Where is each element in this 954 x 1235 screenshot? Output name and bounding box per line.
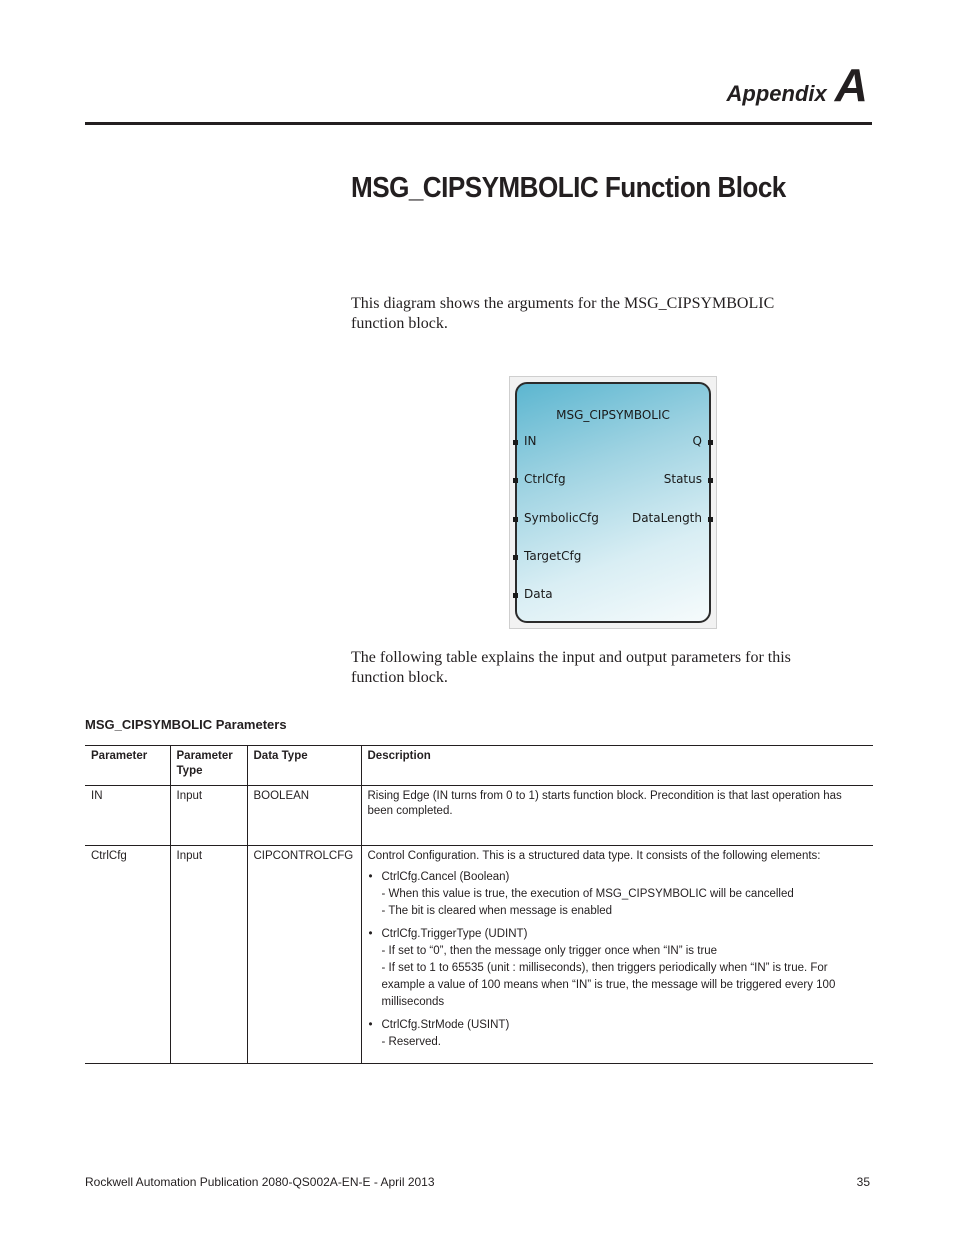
cell-data-type: CIPCONTROLCFG: [247, 846, 361, 1064]
list-item-head: • CtrlCfg.Cancel (Boolean): [381, 871, 510, 883]
table-row: [85, 786, 873, 846]
table-caption: MSG_CIPSYMBOLIC Parameters: [85, 717, 287, 732]
output-pin-status: Status: [663, 472, 702, 486]
intro-paragraph: This diagram shows the arguments for the MSG_CIPSYMBOLIC function block.: [351, 295, 775, 332]
function-block-diagram: [509, 376, 717, 629]
list-item-line: - If set to “0”, then the message only trigger once when “IN” is true: [381, 945, 718, 957]
pin-connector: [708, 517, 713, 522]
parameters-table: [85, 745, 873, 1064]
input-pin-symboliccfg: SymbolicCfg: [524, 511, 599, 525]
pin-connector: [513, 478, 518, 483]
publication-info: Rockwell Automation Publication 2080-QS002A-EN-E - April 2013: [85, 1175, 435, 1189]
list-item: [368, 926, 868, 1011]
appendix-letter: A: [834, 59, 868, 111]
pin-connector: [513, 555, 518, 560]
table-intro-paragraph: The following table explains the input and output parameters for this function block.: [351, 649, 791, 686]
input-pin-data: Data: [524, 587, 553, 601]
pin-connector: [513, 593, 518, 598]
cell-parameter: CtrlCfg: [85, 846, 170, 1064]
cell-type: Input: [170, 846, 247, 1064]
header-data-type: Data Type: [247, 746, 361, 786]
input-pin-ctrlcfg: CtrlCfg: [524, 472, 566, 486]
cell-parameter: IN: [85, 786, 170, 846]
output-pin-q: Q: [692, 434, 702, 448]
cell-description: [361, 846, 873, 1064]
pin-connector: [513, 517, 518, 522]
function-block-name: MSG_CIPSYMBOLIC: [556, 408, 670, 422]
table-header-row: [85, 746, 873, 786]
appendix-heading: [726, 59, 868, 111]
pin-connector: [708, 478, 713, 483]
list-item: [368, 869, 868, 920]
list-item-line: - Reserved.: [381, 1036, 441, 1048]
table-row: [85, 846, 873, 1064]
cell-data-type: BOOLEAN: [247, 786, 361, 846]
header-parameter: Parameter: [85, 746, 170, 786]
page-number: 35: [856, 1175, 870, 1189]
header-parameter-type: Parameter Type: [170, 746, 247, 786]
element-list: [368, 869, 868, 1051]
page-title: MSG_CIPSYMBOLIC Function Block: [351, 172, 786, 204]
list-item-line: - When this value is true, the execution of MSG_CIPSYMBOLIC will be cancelled: [381, 888, 794, 900]
input-pin-in: IN: [524, 434, 537, 448]
list-item-head: • CtrlCfg.StrMode (USINT): [381, 1019, 510, 1031]
list-item-line: - The bit is cleared when message is enabled: [381, 905, 613, 917]
function-block-body: [515, 382, 711, 623]
list-item: [368, 1017, 868, 1051]
header-description: Description: [361, 746, 873, 786]
pin-connector: [708, 440, 713, 445]
pin-connector: [513, 440, 518, 445]
header-rule: [85, 122, 872, 125]
appendix-word: Appendix: [726, 81, 827, 106]
list-item-head: • CtrlCfg.TriggerType (UDINT): [381, 928, 528, 940]
output-pin-datalength: DataLength: [631, 511, 702, 525]
list-item-line: - If set to 1 to 65535 (unit : milliseconds), then triggers periodically when “IN” is true. For example a value of 100 means when “IN” is true, the message will be triggered every 100 milliseconds: [381, 962, 836, 1008]
description-text: Control Configuration. This is a structured data type. It consists of the following elements:: [367, 850, 821, 862]
page-footer: [85, 1175, 870, 1189]
input-pin-targetcfg: TargetCfg: [524, 549, 582, 563]
cell-type: Input: [170, 786, 247, 846]
cell-description: Rising Edge (IN turns from 0 to 1) starts function block. Precondition is that last operation has been completed.: [361, 786, 873, 846]
